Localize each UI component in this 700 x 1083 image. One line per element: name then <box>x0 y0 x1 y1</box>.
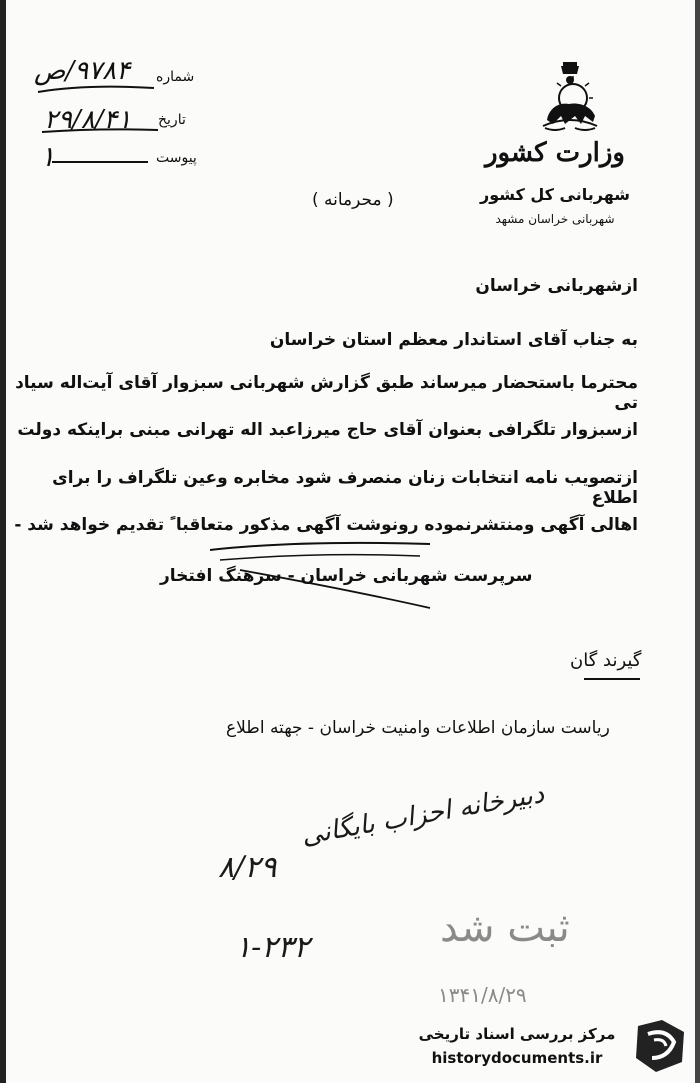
attachment-label: پیوست <box>156 150 197 166</box>
signature-line: سرپرست شهربانی خراسان - سرهنگ افتخار <box>160 566 533 586</box>
recipients-underline <box>582 674 642 684</box>
body-line-2: ازسبزوار تلگرافی بعنوان آقای حاج میرزاعبد اله تهرانی مبنی براینکه دولت <box>17 420 638 440</box>
body-line-4: اهالی آگهی ومنتشرنموده رونوشت آگهی مذکور متعاقبا ً تقدیم خواهد شد - <box>14 515 638 535</box>
recipients-heading: گیرند گان <box>570 650 642 671</box>
number-label: شماره <box>156 69 195 85</box>
cc-line: ریاست سازمان اطلاعات وامنیت خراسان - جهته اطلاع <box>226 718 610 738</box>
scan-edge-left <box>0 0 6 1083</box>
handwritten-note-date: ۸/۲۹ <box>218 850 277 885</box>
registration-number: ۱-۲۳۲ <box>235 930 310 965</box>
police-department-name: شهربانی خراسان مشهد <box>495 212 615 226</box>
number-strike-line <box>36 62 156 102</box>
archive-logo-icon <box>632 1018 688 1074</box>
lion-and-sun-emblem-icon <box>535 58 605 133</box>
sender-line: ازشهربانی خراسان <box>475 276 638 296</box>
body-line-3: ازتصویب نامه انتخابات زنان منصرف شود مخابره وعین تلگراف را برای اطلاع <box>52 468 638 508</box>
attachment-line <box>50 156 150 168</box>
number-value: ۹۷۸۴/ص <box>34 56 131 86</box>
attachment-value: ۱ <box>40 140 56 173</box>
registration-date: ۱۳۴۱/۸/۲۹ <box>438 983 527 1007</box>
registered-stamp: ثبت شد <box>440 905 570 951</box>
addressee-line: به جناب آقای استاندار معظم استان خراسان <box>269 330 638 350</box>
classification-label: ( محرمانه ) <box>312 190 394 210</box>
scan-edge-right <box>695 0 700 1083</box>
date-label: تاریخ <box>158 112 186 128</box>
footer-url: historydocuments.ir <box>431 1049 603 1067</box>
police-general-name: شهربانی کل کشور <box>479 185 630 204</box>
handwritten-note: دبیرخانه احزاب بایگانی <box>299 778 547 852</box>
footer-org-name: مرکز بررسی اسناد تاریخی <box>418 1025 616 1043</box>
date-value: ۲۹/۸/۴۱ <box>44 105 132 135</box>
body-line-1: محترما باستحضار میرساند طبق گزارش شهربانی سبزوار آقای آیت‌اله سیاد تی <box>15 373 638 413</box>
handwritten-underline <box>200 530 440 610</box>
ministry-name: وزارت کشور <box>485 138 625 168</box>
date-underline <box>40 110 160 140</box>
